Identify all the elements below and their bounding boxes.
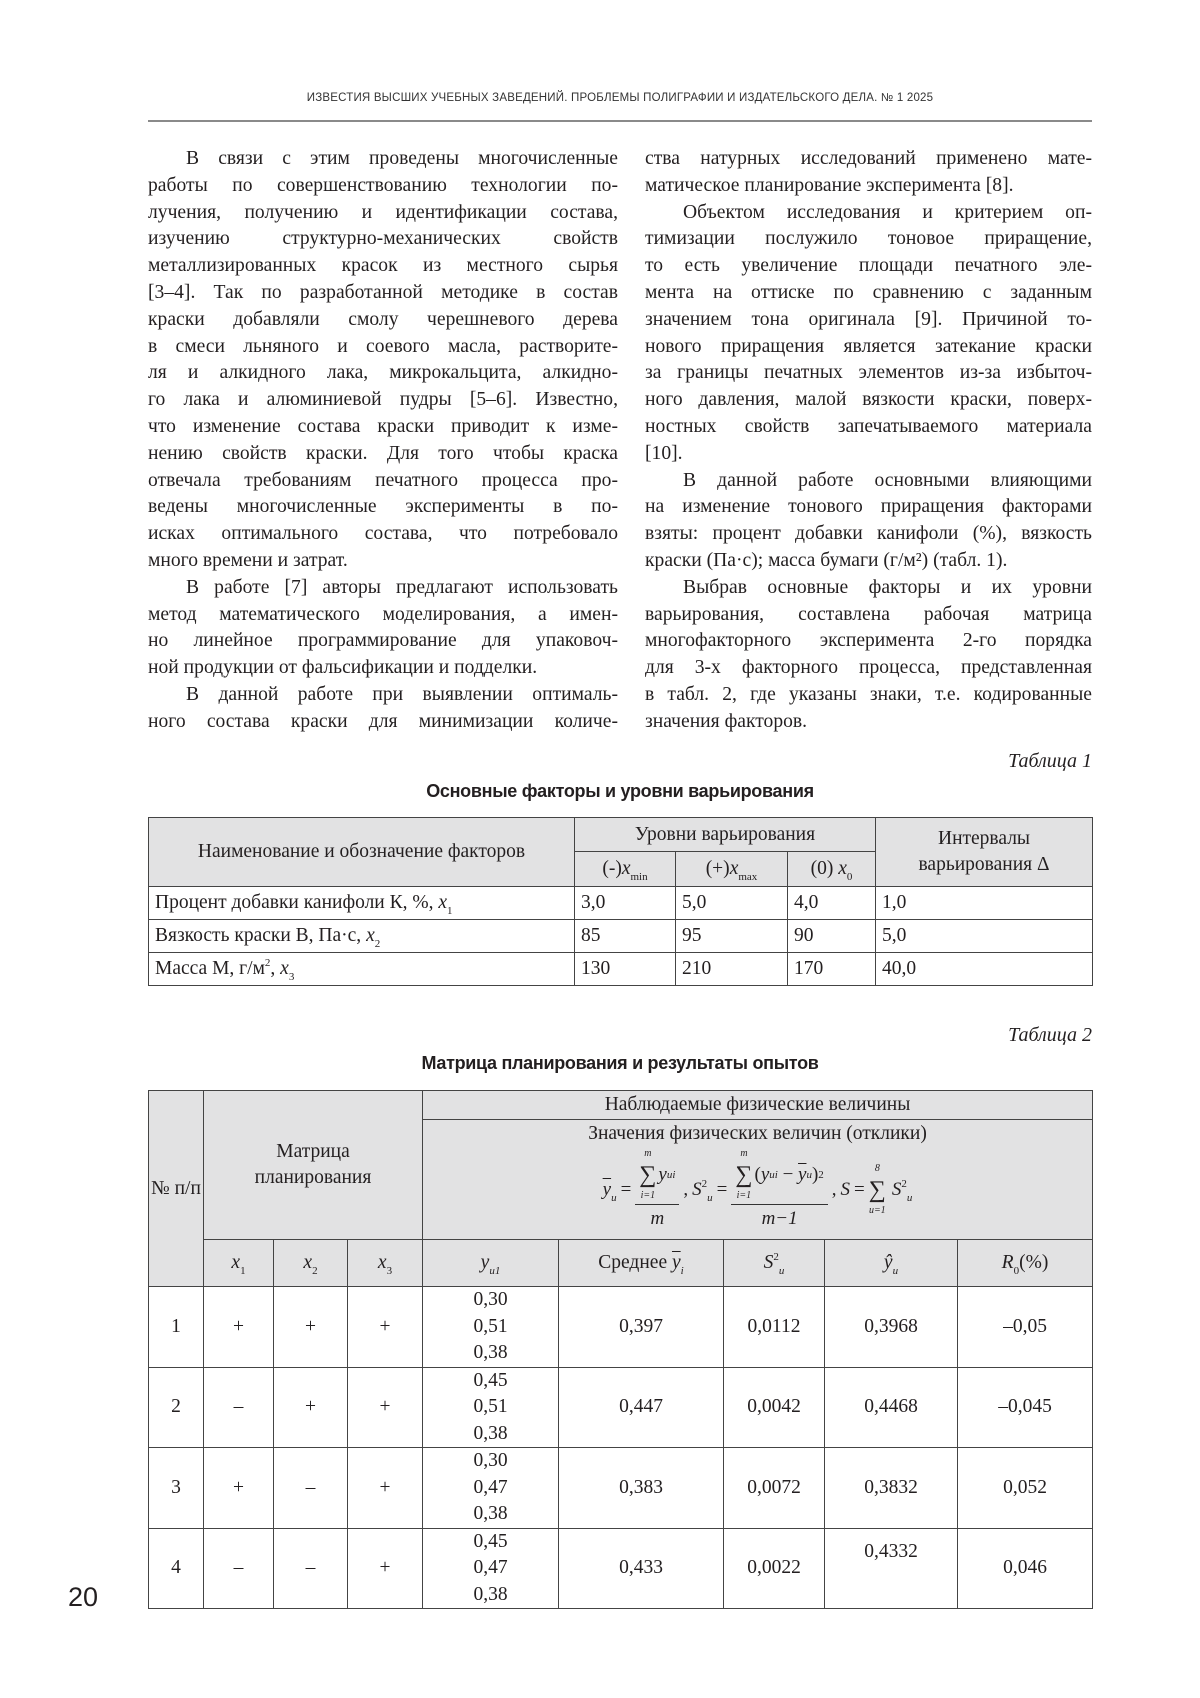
cell-r0: 0,046 <box>958 1528 1093 1609</box>
y-value: 0,38 <box>473 1422 508 1444</box>
cell-x3: + <box>348 1528 423 1609</box>
t1-header-max <box>676 852 788 887</box>
cell-mean: 0,447 <box>559 1367 724 1448</box>
cell-zero: 4,0 <box>788 887 876 920</box>
equals: = <box>716 1178 728 1200</box>
cell-mean: 0,383 <box>559 1448 724 1529</box>
formula <box>603 1148 913 1231</box>
cell-r0: –0,045 <box>958 1367 1093 1448</box>
responses-label: Значения физических величин (отклики) <box>588 1123 927 1144</box>
t1-header-name: Наименование и обозначение факторов <box>149 818 575 887</box>
text-line: ностных свойств запечатываемого материала <box>645 415 1092 437</box>
cell-yhat: 0,4468 <box>825 1367 958 1448</box>
zero-var: x <box>838 858 847 879</box>
y-value: 0,38 <box>473 1583 508 1605</box>
table-row <box>149 1287 1093 1368</box>
comma: , <box>683 1178 689 1200</box>
text-line: в смеси льняного и соевого масла, растворите- <box>148 335 618 357</box>
cell-min: 85 <box>575 920 676 953</box>
cell-r0: 0,052 <box>958 1448 1093 1529</box>
sum-icon: m ∑ i=1 <box>639 1148 657 1201</box>
ybar-symbol: $\overline{y}_u$ <box>602 1178 617 1204</box>
text-line: за границы печатных элементов из-за избыточ- <box>645 362 1092 384</box>
factor-var: x <box>366 925 375 946</box>
y-value: 0,30 <box>473 1450 508 1471</box>
cell-min: 130 <box>575 953 676 986</box>
left-text-column <box>148 146 618 736</box>
cell-yhat: 0,4332 <box>825 1528 958 1609</box>
y-value: 0,30 <box>473 1289 508 1310</box>
text-line: ного давления, малой вязкости краски, поверх- <box>645 389 1092 411</box>
text-line: много времени и затрат. <box>148 549 348 571</box>
max-sub: max <box>738 871 758 883</box>
max-var: x <box>729 858 739 879</box>
table2-title: Матрица планирования и результаты опытов <box>421 1053 819 1073</box>
cell-y-values <box>423 1528 559 1609</box>
text-line: отвечала требованиям печатного процесса про- <box>148 469 618 491</box>
text-line: В данной работе при выявлении оптималь- <box>186 683 618 705</box>
cell-max: 95 <box>676 920 788 953</box>
table-row <box>149 1528 1093 1609</box>
cell-yhat: 0,3832 <box>825 1448 958 1529</box>
t2-header-responses <box>423 1120 1093 1240</box>
factor-sub: 1 <box>447 905 453 917</box>
y-value: 0,47 <box>473 1476 508 1498</box>
t2-header-matrix: Матрица планирования <box>204 1091 423 1240</box>
t2-header-mean: Среднее $\overline{y}_i$ <box>559 1240 724 1287</box>
cell-s2: 0,0072 <box>724 1448 825 1529</box>
mean-fraction: m ∑ i=1 y ui m <box>635 1148 679 1231</box>
page-number: 20 <box>68 1582 99 1612</box>
cell-max: 210 <box>676 953 788 986</box>
cell-y-values <box>423 1367 559 1448</box>
y-value: 0,38 <box>473 1342 508 1363</box>
running-head: ИЗВЕСТИЯ ВЫСШИХ УЧЕБНЫХ ЗАВЕДЕНИЙ. ПРОБЛЕМЫ ПОЛИГРАФИИ И ИЗДАТЕЛЬСКОГО ДЕЛА. № 1 2025 <box>306 92 934 104</box>
equals: = <box>620 1178 632 1200</box>
zero-prefix: (0) <box>810 858 839 879</box>
t2-header-x2: $x_2$ <box>274 1240 348 1287</box>
s2-symbol: $S^2_u$ <box>692 1177 713 1204</box>
y-value: 0,45 <box>473 1530 508 1552</box>
t2-header-x1: $x_1$ <box>204 1240 274 1287</box>
table1-title: Основные факторы и уровни варьирования <box>426 781 814 801</box>
cell-x1: + <box>204 1448 274 1529</box>
cell-n: 4 <box>149 1528 204 1609</box>
factor-var: x <box>280 958 289 979</box>
text-line: нению свойств краски. Для того чтобы краска <box>148 442 618 464</box>
text-line: металлизированных красок из местного сырья <box>148 255 618 277</box>
cell-max: 5,0 <box>676 887 788 920</box>
factor-name <box>149 920 575 953</box>
factor-label: Масса М, г/м <box>155 958 265 979</box>
text-line: значения факторов. <box>645 710 808 732</box>
table1-label: Таблица 1 <box>1008 750 1092 772</box>
sum-icon: m ∑ i=1 <box>735 1148 753 1201</box>
max-prefix: (+) <box>705 858 730 879</box>
cell-x1: – <box>204 1367 274 1448</box>
factor-var: x <box>438 892 448 913</box>
y-value: 0,38 <box>473 1503 508 1524</box>
text-line: исках оптимального состава, что потребовало <box>148 523 618 545</box>
text-line: матическое планирование эксперимента [8]. <box>645 174 1014 196</box>
table-row <box>149 1448 1093 1529</box>
cell-min: 3,0 <box>575 887 676 920</box>
table-row <box>149 920 1093 953</box>
table-row <box>149 1367 1093 1448</box>
t2-header-observed: Наблюдаемые физические величины <box>423 1091 1093 1120</box>
text-line: то есть увеличение площади печатного эле- <box>645 255 1092 277</box>
s2u-symbol: $S^2_u$ <box>891 1177 913 1204</box>
t1-header-zero <box>788 852 876 887</box>
factor-sub: 3 <box>288 971 295 983</box>
y-value: 0,47 <box>473 1557 508 1578</box>
equals: = <box>854 1178 865 1200</box>
cell-zero: 170 <box>788 953 876 986</box>
min-prefix: (-) <box>602 858 622 879</box>
text-line: Объектом исследования и критерием оп- <box>683 201 1092 223</box>
comma: , <box>831 1178 837 1200</box>
text-line: в табл. 2, где указаны знаки, т.е. кодированные <box>645 683 1092 705</box>
factor-sup: 2 <box>264 957 271 969</box>
table-row <box>149 953 1093 986</box>
text-line: что изменение состава краски приводит к изме- <box>148 415 618 437</box>
text-line: краски добавляли смолу черешневого дерева <box>148 308 618 330</box>
header-rule <box>148 120 1092 122</box>
cell-delta: 1,0 <box>876 887 1093 920</box>
cell-zero: 90 <box>788 920 876 953</box>
cell-n: 2 <box>149 1367 204 1448</box>
t2-header-num: № п/п <box>149 1091 204 1287</box>
cell-x3: + <box>348 1367 423 1448</box>
t1-header-min <box>575 852 676 887</box>
text-line: ля и алкидного лака, микрокальцита, алкидно- <box>148 362 618 384</box>
cell-s2: 0,0112 <box>724 1287 825 1368</box>
variance-fraction: m ∑ i=1 ( y ui − $\overline{y}$ u ) 2 m−1 <box>731 1148 827 1231</box>
text-line: но линейное программирование для упаковоч- <box>148 630 618 652</box>
cell-x3: + <box>348 1287 423 1368</box>
text-line: ведены многочисленные эксперименты в по- <box>148 496 618 518</box>
cell-y-values <box>423 1448 559 1529</box>
min-var: x <box>621 858 631 879</box>
text-line: тимизации послужило тоновое приращение, <box>645 228 1092 250</box>
cell-x2: + <box>274 1367 348 1448</box>
text-line: [10]. <box>645 442 683 464</box>
y-value: 0,51 <box>473 1396 508 1417</box>
cell-x1: + <box>204 1287 274 1368</box>
text-line: В связи с этим проведены многочисленные <box>186 148 618 169</box>
text-line: Выбрав основные факторы и их уровни <box>683 576 1092 598</box>
cell-x2: – <box>274 1528 348 1609</box>
text-line: многофакторного эксперимента 2-го порядка <box>645 630 1092 652</box>
cell-s2: 0,0042 <box>724 1367 825 1448</box>
text-line: ной продукции от фальсификации и подделки. <box>148 657 538 679</box>
factor-name <box>149 953 575 986</box>
text-line: го лака и алюминиевой пудры [5–6]. Известно, <box>148 389 618 411</box>
cell-x3: + <box>348 1448 423 1529</box>
text-line: ства натурных исследований применено мате- <box>645 148 1092 169</box>
t1-header-interval: Интервалы варьирования Δ <box>876 818 1093 887</box>
table2-label: Таблица 2 <box>1008 1024 1092 1046</box>
text-line: ного состава краски для минимизации количе- <box>148 710 618 732</box>
zero-sub: 0 <box>846 871 853 883</box>
text-line: В данной работе основными влияющими <box>683 469 1092 491</box>
cell-x1: – <box>204 1528 274 1609</box>
t2-header-s2: $S^2_u$ <box>724 1240 825 1287</box>
text-line: взяты: процент добавки канифоли (%), вязкость <box>645 523 1092 545</box>
cell-n: 1 <box>149 1287 204 1368</box>
text-line: мента на оттиске по сравнению с заданным <box>645 281 1092 303</box>
t1-header-levels: Уровни варьирования <box>575 818 876 852</box>
right-text-column <box>645 146 1092 736</box>
text-line: нового приращения является затекание краски <box>645 335 1092 357</box>
factor-label: Процент добавки канифоли К, %, <box>155 892 439 913</box>
text-line: варьирования, составлена рабочая матрица <box>645 603 1092 625</box>
cell-y-values <box>423 1287 559 1368</box>
y-value: 0,51 <box>473 1315 508 1337</box>
text-line: В работе [7] авторы предлагают использовать <box>186 576 618 598</box>
cell-mean: 0,433 <box>559 1528 724 1609</box>
factor-label: Вязкость краски В, Па·с, <box>155 925 367 946</box>
cell-s2: 0,0022 <box>724 1528 825 1609</box>
cell-yhat: 0,3968 <box>825 1287 958 1368</box>
min-sub: min <box>630 871 648 883</box>
cell-x2: + <box>274 1287 348 1368</box>
t2-header-r0: $R_0(\%)$ <box>958 1240 1093 1287</box>
cell-delta: 40,0 <box>876 953 1093 986</box>
text-line: для 3-х факторного процесса, представленная <box>645 657 1092 679</box>
text-line: метод математического моделирования, а имен- <box>148 603 618 625</box>
text-line: лучения, получению и идентификации состава, <box>148 201 618 223</box>
t2-header-x3: $x_3$ <box>348 1240 423 1287</box>
s-symbol: S <box>840 1178 851 1200</box>
text-line: на изменение тонового приращения факторами <box>645 496 1092 518</box>
cell-r0: –0,05 <box>958 1287 1093 1368</box>
factor-tail: , <box>270 958 281 979</box>
text-line: значением тона оригинала [9]. Причиной то- <box>645 308 1092 330</box>
text-line: краски (Па·с); масса бумаги (г/м²) (табл. 1). <box>645 549 1008 571</box>
cell-delta: 5,0 <box>876 920 1093 953</box>
table-row <box>149 887 1093 920</box>
factor-name <box>149 887 575 920</box>
cell-mean: 0,397 <box>559 1287 724 1368</box>
text-line: работы по совершенствованию технологии по- <box>148 174 618 196</box>
table2 <box>148 1090 1093 1609</box>
text-line: изучению структурно-механических свойств <box>148 228 618 250</box>
text-line: [3–4]. Так по разработанной методике в состав <box>148 281 618 303</box>
cell-x2: – <box>274 1448 348 1529</box>
table1 <box>148 817 1093 986</box>
y-value: 0,45 <box>473 1369 508 1391</box>
factor-sub: 2 <box>374 938 381 950</box>
sum-icon: 8 ∑ u=1 <box>868 1162 886 1216</box>
t2-header-yhat: $ŷ_u$ <box>825 1240 958 1287</box>
cell-n: 3 <box>149 1448 204 1529</box>
t2-header-yu1: $y_{u1}$ <box>423 1240 559 1287</box>
